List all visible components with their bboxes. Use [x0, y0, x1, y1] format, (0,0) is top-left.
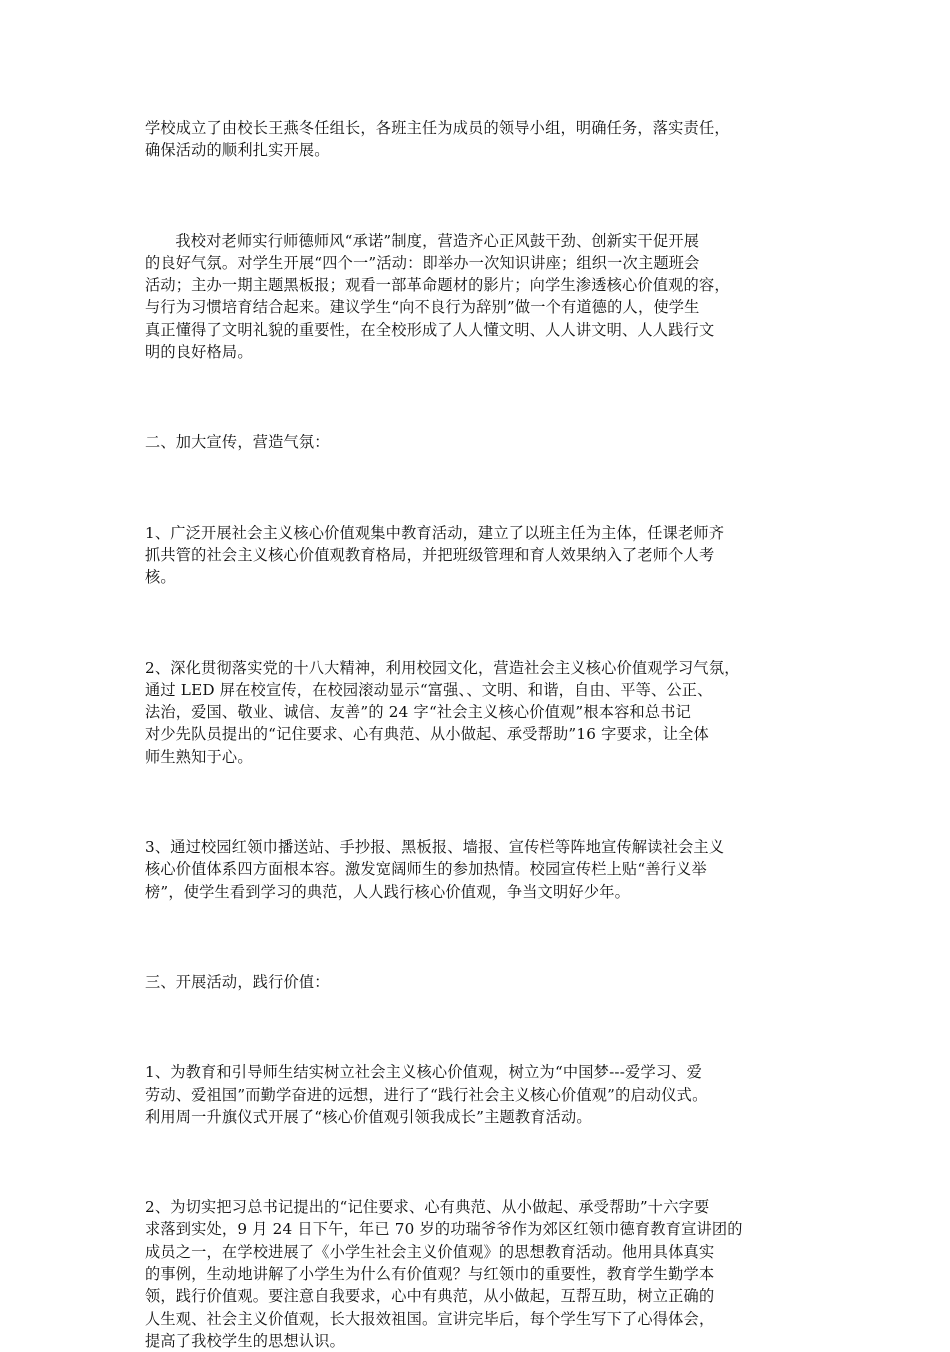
- paragraph-item-2-campus-culture: 2、深化贯彻落实党的十八大精神，利用校园文化，营造社会主义核心价值观学习气氛， 通过 LED 屏在校宣传，在校园滚动显示“富强、、文明、和谐，自由、平等、公正、 法治，爱国、敬业、诚信、友善”的 24 字“社会主义核心价值观”根本容和总书记 对少先队员提出的“记住要求、心有典范、从小做起、承受帮助”16 字要求，让全体 师生熟知于心。: [145, 658, 740, 766]
- paragraph-teacher-commitment: 我校对老师实行师德师风“承诺”制度，营造齐心正风鼓干劲、创新实干促开展 的良好气氛。对学生开展“四个一”活动：即举办一次知识讲座；组织一次主题班会 活动；主办一期主题黑板报；观看一部革命题材的影片；向学生渗透核心价值观的容， 与行为习惯培育结合起来。建议学生“向不良行为辞别”做一个有道德的人，使学生 真正懂得了文明礼貌的重要性，在全校形成了人人懂文明、人人讲文明、人人践行文 明的良好格局。: [145, 231, 730, 362]
- paragraph-item-3-propaganda: 3、通过校园红领巾播送站、手抄报、黑板报、墙报、宣传栏等阵地宣传解读社会主义 核心价值体系四方面根本容。激发宽阔师生的参加热情。校园宣传栏上贴“善行义举 榜”，使学生看到学习的典范，人人践行核心价值观，争当文明好少年。: [145, 838, 725, 901]
- section-heading-publicity: 二、加大宣传，营造气氛：: [145, 433, 330, 452]
- document-body: [145, 117, 805, 1352]
- paragraph-activity-1: 1、为教育和引导师生结实树立社会主义核心价值观，树立为“中国梦---爱学习、爱 劳动、爱祖国”而勤学奋进的远想，进行了“践行社会主义核心价值观”的启动仪式。 利用周一升旗仪式开展了“核心价值观引领我成长”主题教育活动。: [145, 1063, 708, 1126]
- section-heading-activities: 三、开展活动，践行价值：: [145, 972, 330, 991]
- paragraph-item-1-education: 1、广泛开展社会主义核心价值观集中教育活动，建立了以班主任为主体，任课老师齐 抓共管的社会主义核心价值观教育格局，并把班级管理和育人效果纳入了老师个人考 核。: [145, 523, 725, 587]
- paragraph-leadership-group: 学校成立了由校长王燕冬任组长，各班主任为成员的领导小组，明确任务，落实责任， 确保活动的顺利扎实开展。: [145, 119, 730, 160]
- paragraph-activity-2: 2、为切实把习总书记提出的“记住要求、心有典范、从小做起、承受帮助”十六字要 求落到实处，9 月 24 日下午，年已 70 岁的功瑞爷爷作为郊区红领巾德育教育宣讲团的 成员之一，在学校进展了《小学生社会主义价值观》的思想教育活动。他用具体真实 的事例，生动地讲解了小学生为什么有价值观？与红领巾的重要性，教育学生勤学本 领，践行价值观。要注意自我要求，心中有典范，从小做起，互帮互助，树立正确的 人生观、社会主义价值观，长大报效祖国。宣讲完毕后，每个学生写下了心得体会， 提高了我校学生的思想认识。: [145, 1198, 743, 1350]
